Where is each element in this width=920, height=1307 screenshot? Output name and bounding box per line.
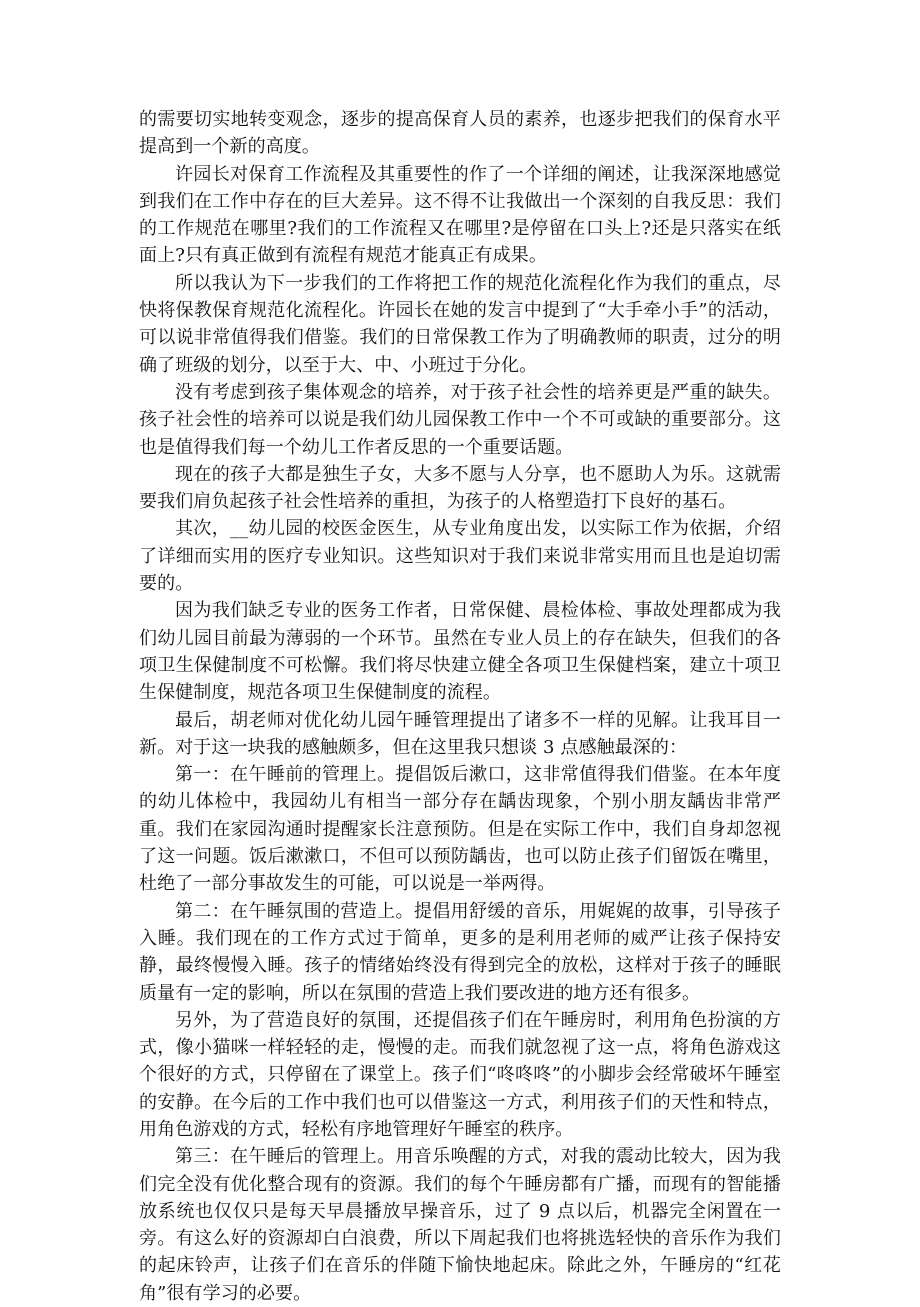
paragraph-5: 现在的孩子大都是独生子女，大多不愿与人分享，也不愿助人为乐。这就需要我们肩负起孩子社会性培养的重担，为孩子的人格塑造打下良好的基石。 [139, 463, 781, 513]
paragraph-4: 没有考虑到孩子集体观念的培养，对于孩子社会性的培养更是严重的缺失。孩子社会性的培养可以说是我们幼儿园保教工作中一个不可或缺的重要部分。这也是值得我们每一个幼儿工作者反思的一个重要话题。 [139, 381, 781, 458]
paragraph-2: 许园长对保育工作流程及其重要性的作了一个详细的阐述，让我深深地感觉到我们在工作中存在的巨大差异。这不得不让我做出一个深刻的自我反思：我们的工作规范在哪里?我们的工作流程又在哪里?是停留在口头上?还是只落实在纸面上?只有真正做到有流程有规范才能真正有成果。 [139, 163, 781, 267]
paragraph-10: 第二：在午睡氛围的营造上。提倡用舒缓的音乐，用娓娓的故事，引导孩子入睡。我们现在的工作方式过于简单，更多的是利用老师的威严让孩子保持安静，最终慢慢入睡。孩子的情绪始终没有得到完全的放松，这样对于孩子的睡眠质量有一定的影响，所以在氛围的营造上我们要改进的地方还有很多。 [139, 900, 781, 1004]
paragraph-8: 最后，胡老师对优化幼儿园午睡管理提出了诸多不一样的见解。让我耳目一新。对于这一块我的感触颇多，但在这里我只想谈 3 点感触最深的： [139, 709, 781, 758]
paragraph-11: 另外，为了营造良好的氛围，还提倡孩子们在午睡房时，利用角色扮演的方式，像小猫咪一样轻轻的走，慢慢的走。而我们就忽视了这一点，将角色游戏这个很好的方式，只停留在了课堂上。孩子们“咚咚咚”的小脚步会经常破坏午睡室的安静。在今后的工作中我们也可以借鉴这一方式，利用孩子们的天性和特点，用角色游戏的方式，轻松有序地管理好午睡室的秩序。 [139, 1009, 781, 1140]
paragraph-7: 因为我们缺乏专业的医务工作者，日常保健、晨检体检、事故处理都成为我们幼儿园目前最为薄弱的一个环节。虽然在专业人员上的存在缺失，但我们的各项卫生保健制度不可松懈。我们将尽快建立健全各项卫生保健档案，建立十项卫生保健制度，规范各项卫生保健制度的流程。 [139, 600, 781, 704]
paragraph-1: 的需要切实地转变观念，逐步的提高保育人员的素养，也逐步把我们的保育水平提高到一个新的高度。 [139, 109, 781, 158]
paragraph-6: 其次，__幼儿园的校医金医生，从专业角度出发，以实际工作为依据，介绍了详细而实用的医疗专业知识。这些知识对于我们来说非常实用而且也是迫切需要的。 [139, 518, 781, 595]
paragraph-3: 所以我认为下一步我们的工作将把工作的规范化流程化作为我们的重点，尽快将保教保育规范化流程化。许园长在她的发言中提到了“大手牵小手”的活动，可以说非常值得我们借鉴。我们的日常保教工作为了明确教师的职责，过分的明确了班级的划分，以至于大、中、小班过于分化。 [139, 272, 781, 376]
paragraph-12: 第三：在午睡后的管理上。用音乐唤醒的方式，对我的震动比较大，因为我们完全没有优化整合现有的资源。我们的每个午睡房都有广播，而现有的智能播放系统也仅仅只是每天早晨播放早操音乐，过了 9 点以后，机器完全闲置在一旁。有这么好的资源却白白浪费，所以下周起我们也将挑选轻快的音乐作为我们的起床铃声，让孩子们在音乐的伴随下愉快地起床。除此之外，午睡房的“红花角”很有学习的必要。 [139, 1146, 781, 1304]
paragraph-9: 第一：在午睡前的管理上。提倡饭后漱口，这非常值得我们借鉴。在本年度的幼儿体检中，我园幼儿有相当一部分存在龋齿现象，个别小朋友龋齿非常严重。我们在家园沟通时提醒家长注意预防。但是在实际工作中，我们自身却忽视了这一问题。饭后漱漱口，不但可以预防龋齿，也可以防止孩子们留饭在嘴里，杜绝了一部分事故发生的可能，可以说是一举两得。 [139, 764, 781, 895]
document-body [139, 106, 781, 1307]
